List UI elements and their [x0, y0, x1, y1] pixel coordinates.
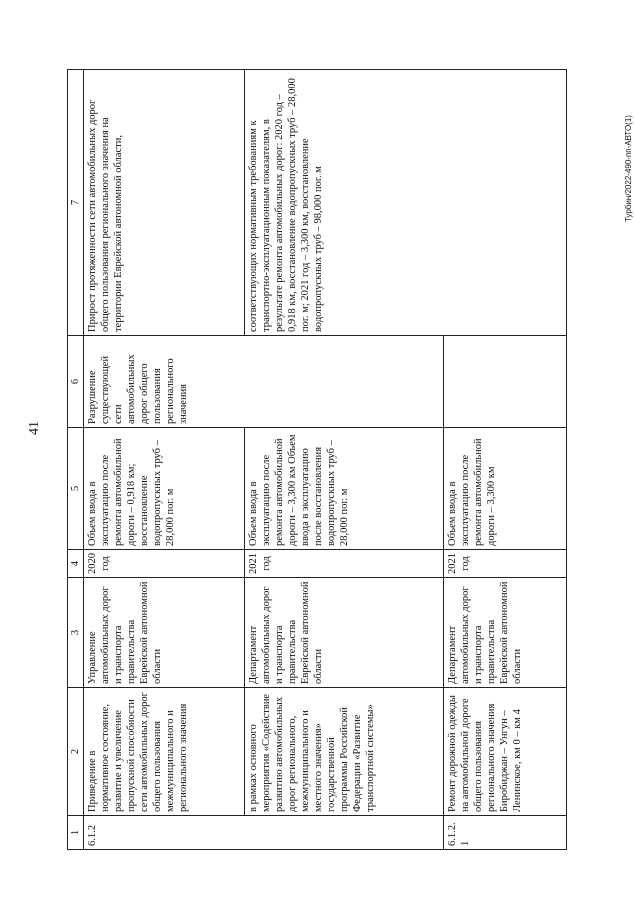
year-cell: 2021 год — [245, 550, 444, 578]
table-row — [245, 70, 444, 850]
expected-result: Объем ввода в эксплуатацию после ремонта автомобильной дороги – 3,300 км — [444, 428, 567, 550]
table-row — [84, 70, 245, 850]
column-header: 1 — [68, 816, 84, 850]
measure-name: Приведение в нормативное состояние, развитие и увеличение пропускной способности сети автомобильных дорог общего пользования межмуниципального и регионального значения — [84, 688, 245, 816]
year-cell: 2021 год — [444, 550, 567, 578]
document-code: Турбин/2022-490-пп-АВТО(1) — [624, 115, 633, 222]
column-header: 7 — [68, 70, 84, 336]
row-number: 6.1.2 — [84, 816, 444, 850]
column-header: 6 — [68, 336, 84, 428]
year-cell: 2020 год — [84, 550, 245, 578]
column-header: 3 — [68, 578, 84, 688]
landscape-table-wrapper — [67, 70, 567, 850]
measure-name: в рамках основного мероприятия «Содействие развитию автомобильных дорог регионального, межмуниципального и местного значения» государственной программы Российской Федерации «Развитие транспортной системы» — [245, 688, 444, 816]
executor-cell: Управление автомобильных дорог и транспорта правительства Еврейской автономной области — [84, 578, 245, 688]
measure-name: Ремонт дорожной одежды на автомобильной дороге общего пользования регионального значения Биробиджан – Унгун – Ленинское, км 0 – км 4 — [444, 688, 567, 816]
indicator-cell: соответствующих нормативным требованиям к транспортно-эксплуатационным показателям, в результате ремонта автомобильных дорог: 2020 год – 0,918 км, восстановление водопропускных труб – 28,000 пог. м; 2021 год – 3,300 км, восстановление водопропускных труб – 98,000 пог. м — [245, 70, 567, 336]
executor-cell: Департамент автомобильных дорог и транспорта правительства Еврейской автономной области — [444, 578, 567, 688]
indicator-cell: Прирост протяженности сети автомобильных дорог общего пользования регионального значения на территории Еврейской автономной области, — [84, 70, 245, 336]
executor-cell: Департамент автомобильных дорог и транспорта правительства Еврейской автономной области — [245, 578, 444, 688]
table-header-row — [68, 70, 84, 850]
column-header: 2 — [68, 688, 84, 816]
expected-result: Объем ввода в эксплуатацию после ремонта автомобильной дороги – 0,918 км; восстановление водопропускных труб – 28,000 пог. м — [84, 428, 245, 550]
program-measures-table — [67, 69, 567, 850]
column-header: 5 — [68, 428, 84, 550]
column-header: 4 — [68, 550, 84, 578]
expected-result: Объем ввода в эксплуатацию после ремонта автомобильной дороги – 3,300 км Объем ввода в эксплуатацию после восстановления водопропускных труб – 28,000 пог. м — [245, 428, 444, 550]
consequence-cell: Разрушение существующей сети автомобильных дорог общего пользования регионального значения — [84, 336, 444, 428]
row-number: 6.1.2.1 — [444, 816, 567, 850]
page-number: 41 — [27, 421, 42, 435]
consequence-cell — [444, 336, 567, 428]
